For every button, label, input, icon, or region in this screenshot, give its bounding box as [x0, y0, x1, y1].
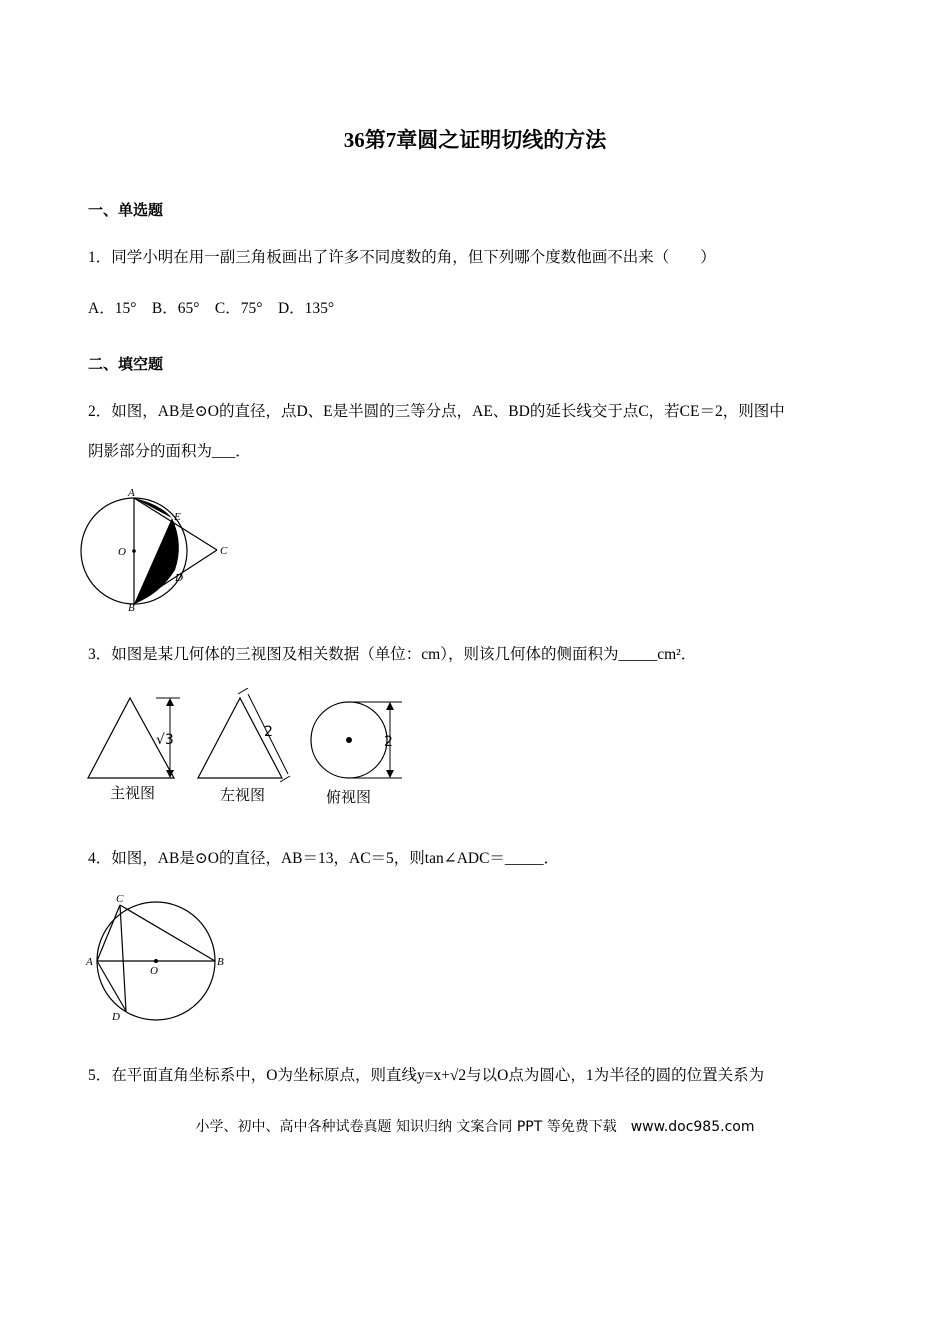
question-2-figure — [80, 484, 240, 614]
q4-line-cb — [120, 905, 215, 961]
question-3-text: 3．如图是某几何体的三视图及相关数据（单位：cm），则该几何体的侧面积为_____cm²． — [88, 646, 697, 663]
section-heading-fill-blank: 二、填空题 — [88, 355, 164, 373]
question-2-line-2: 阴影部分的面积为___． — [88, 443, 251, 460]
question-3-figure — [84, 688, 414, 813]
q4-label-d: D — [112, 1011, 120, 1023]
q2-label-o: O — [118, 546, 126, 558]
q3-top-arrow-up — [386, 702, 394, 710]
q3-front-arrow-up — [166, 698, 174, 706]
question-2-line-1: 2．如图，AB是⊙O的直径，点D、E是半圆的三等分点，AE、BD的延长线交于点C，若CE＝2，则图中 — [88, 403, 785, 420]
section-heading-single-choice: 一、单选题 — [88, 201, 164, 219]
q2-shaded-region-be — [134, 518, 179, 604]
question-4-figure — [80, 890, 240, 1025]
q3-top-center-dot — [346, 737, 352, 743]
page-title: 36第7章圆之证明切线的方法 — [343, 128, 607, 152]
q2-center-dot — [132, 549, 136, 553]
q2-label-b: B — [128, 602, 135, 614]
question-4-text: 4．如图，AB是⊙O的直径，AB＝13，AC＝5，则tan∠ADC＝_____． — [88, 850, 560, 867]
q4-line-ad — [97, 961, 126, 1011]
q3-dim-sqrt3: √3 — [156, 732, 174, 748]
q4-label-c: C — [116, 893, 124, 905]
q3-side-dim-tick-top — [238, 688, 248, 694]
q3-front-view-label: 主视图 — [110, 784, 156, 802]
q2-label-a: A — [128, 487, 135, 499]
q2-label-c: C — [220, 545, 228, 557]
question-1-text: 1．同学小明在用一副三角板画出了许多不同度数的角，但下列哪个度数他画不出来（ ） — [88, 249, 716, 266]
page-footer: 小学、初中、高中各种试卷真题 知识归纳 文案合同 PPT 等免费下载 www.doc985.com — [195, 1119, 755, 1135]
q3-side-view-label: 左视图 — [220, 786, 266, 804]
q4-label-a: A — [86, 956, 93, 968]
q4-line-cd — [120, 905, 126, 1011]
q3-top-view-label: 俯视图 — [326, 788, 372, 806]
question-5-text: 5．在平面直角坐标系中，O为坐标原点，则直线y=x+√2与以O点为圆心，1为半径的圆的位置关系为 — [88, 1067, 765, 1084]
q3-dim-2-top: 2 — [384, 734, 393, 750]
q3-dim-2-side: 2 — [264, 724, 273, 740]
q2-label-d: D — [175, 572, 183, 584]
question-1-options: A．15° B．65° C．75° D．135° — [88, 300, 335, 317]
q2-label-e: E — [174, 511, 181, 523]
q3-top-arrow-down — [386, 770, 394, 778]
q4-line-ca — [97, 905, 120, 961]
q4-label-b: B — [217, 956, 224, 968]
q4-label-o: O — [150, 965, 158, 977]
q4-center-dot — [154, 959, 158, 963]
